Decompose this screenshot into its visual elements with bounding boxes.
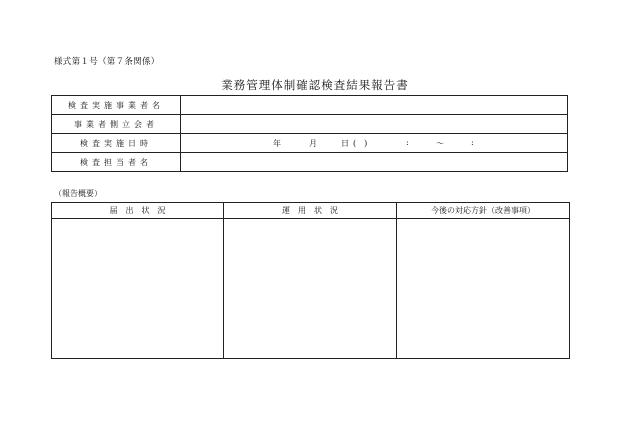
year-unit: 年 bbox=[273, 139, 281, 148]
inspected-business-name-label: 検査実施事業者名 bbox=[52, 96, 181, 115]
document-title: 業務管理体制確認検査結果報告書 bbox=[221, 78, 409, 92]
report-summary-table bbox=[51, 202, 570, 359]
inspector-name-field[interactable] bbox=[181, 153, 568, 172]
weekday-paren: ( ) bbox=[353, 139, 368, 148]
future-policy-field[interactable] bbox=[397, 219, 570, 359]
inspector-name-label: 検査担当者名 bbox=[52, 153, 181, 172]
inspected-business-name-field[interactable] bbox=[181, 96, 568, 115]
notification-status-header: 届 出 状 況 bbox=[52, 203, 224, 219]
info-row bbox=[52, 96, 568, 115]
inspection-datetime-label: 検査実施日時 bbox=[52, 134, 181, 153]
notification-status-field[interactable] bbox=[52, 219, 224, 359]
start-time-colon: : bbox=[406, 138, 409, 147]
month-unit: 月 bbox=[309, 139, 317, 148]
end-time-colon: : bbox=[471, 138, 474, 147]
info-row bbox=[52, 115, 568, 134]
info-row bbox=[52, 134, 568, 153]
summary-body-row bbox=[52, 219, 570, 359]
time-range-tilde: 〜 bbox=[436, 139, 444, 148]
inspection-datetime-field[interactable] bbox=[181, 134, 568, 153]
day-unit: 日 bbox=[341, 139, 349, 148]
info-row bbox=[52, 153, 568, 172]
operation-status-field[interactable] bbox=[224, 219, 397, 359]
inspection-info-table bbox=[51, 95, 568, 172]
form-number: 様式第１号（第７条関係） bbox=[54, 57, 160, 67]
business-attendee-field[interactable] bbox=[181, 115, 568, 134]
business-attendee-label: 事業者側立会者 bbox=[52, 115, 181, 134]
operation-status-header: 運 用 状 況 bbox=[224, 203, 397, 219]
summary-section-label: （報告概要） bbox=[54, 189, 102, 198]
future-policy-header: 今後の対応方針（改善事項） bbox=[397, 203, 570, 219]
summary-header-row bbox=[52, 203, 570, 219]
